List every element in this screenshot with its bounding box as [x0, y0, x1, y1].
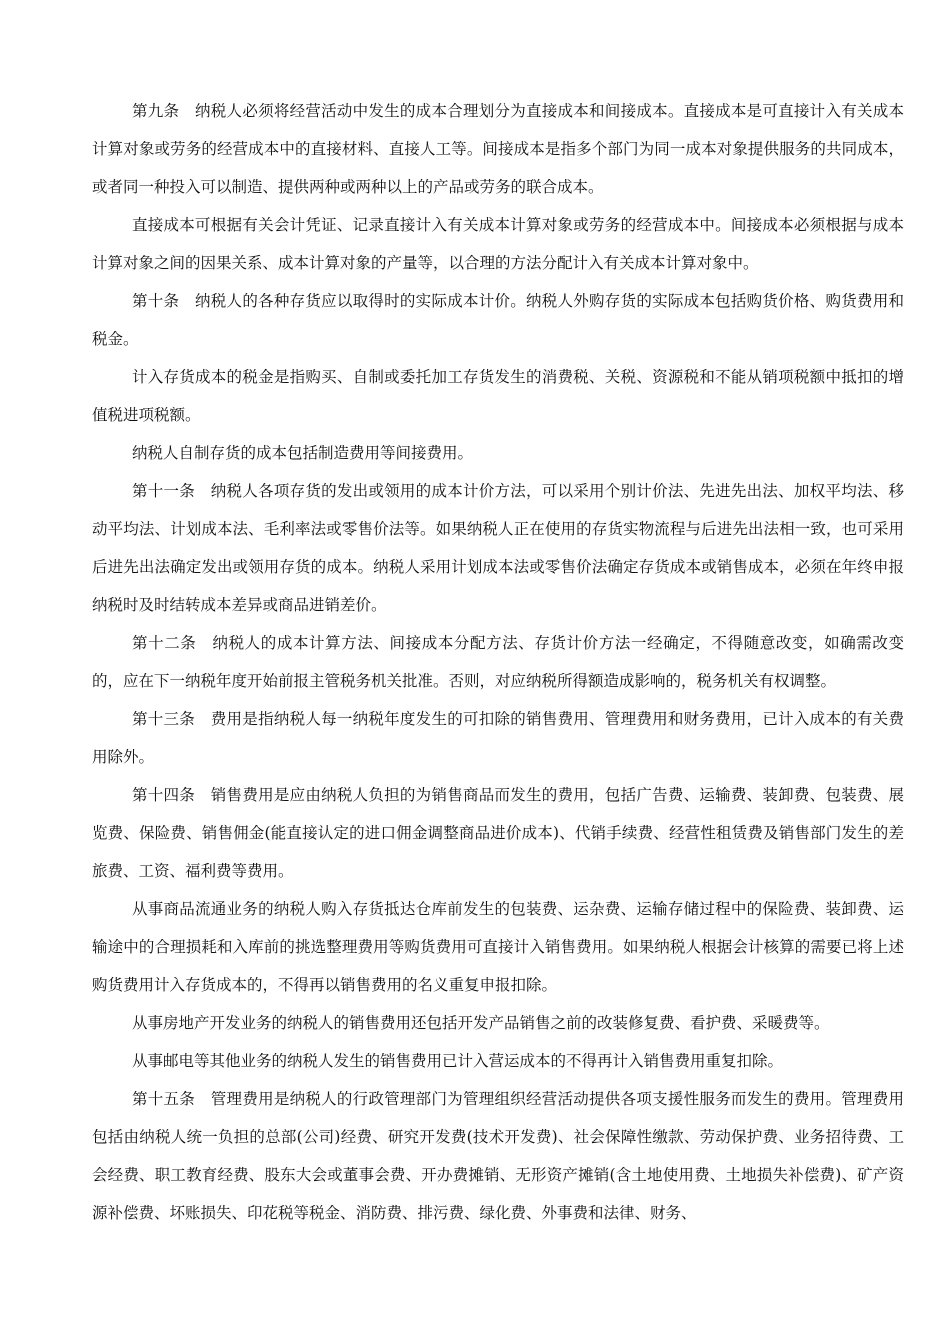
paragraph-article-11: 第十一条 纳税人各项存货的发出或领用的成本计价方法，可以采用个别计价法、先进先出法、加权平均法、移动平均法、计划成本法、毛利率法或零售价法等。如果纳税人正在使用的存货实物流程与后进先出法相一致，也可采用后进先出法确定发出或领用存货的成本。纳税人采用计划成本法或零售价法确定存货成本或销售成本，必须在年终申报纳税时及时结转成本差异或商品进销差价。 [92, 482, 904, 614]
document-page [92, 92, 904, 1232]
paragraph-article-9: 第九条 纳税人必须将经营活动中发生的成本合理划分为直接成本和间接成本。直接成本是可直接计入有关成本计算对象或劳务的经营成本中的直接材料、直接人工等。间接成本是指多个部门为同一成本对象提供服务的共同成本，或者同一种投入可以制造、提供两种或两种以上的产品或劳务的联合成本。 [92, 102, 904, 196]
paragraph-article-12: 第十二条 纳税人的成本计算方法、间接成本分配方法、存货计价方法一经确定，不得随意改变，如确需改变的，应在下一纳税年度开始前报主管税务机关批准。否则，对应纳税所得额造成影响的，税务机关有权调整。 [92, 634, 904, 690]
paragraph-commodity-circulation: 从事商品流通业务的纳税人购入存货抵达仓库前发生的包装费、运杂费、运输存储过程中的保险费、装卸费、运输途中的合理损耗和入库前的挑选整理费用等购货费用可直接计入销售费用。如果纳税人根据会计核算的需要已将上述购货费用计入存货成本的，不得再以销售费用的名义重复申报扣除。 [92, 900, 904, 994]
paragraph-article-13: 第十三条 费用是指纳税人每一纳税年度发生的可扣除的销售费用、管理费用和财务费用，已计入成本的有关费用除外。 [92, 710, 904, 766]
paragraph-article-10: 第十条 纳税人的各种存货应以取得时的实际成本计价。纳税人外购存货的实际成本包括购货价格、购货费用和税金。 [92, 292, 904, 348]
paragraph-real-estate: 从事房地产开发业务的纳税人的销售费用还包括开发产品销售之前的改装修复费、看护费、采暖费等。 [132, 1014, 830, 1032]
paragraph-post-telecom: 从事邮电等其他业务的纳税人发生的销售费用已计入营运成本的不得再计入销售费用重复扣除。 [132, 1052, 784, 1070]
paragraph-self-made-inventory: 纳税人自制存货的成本包括制造费用等间接费用。 [132, 444, 474, 462]
paragraph-direct-cost: 直接成本可根据有关会计凭证、记录直接计入有关成本计算对象或劳务的经营成本中。间接成本必须根据与成本计算对象之间的因果关系、成本计算对象的产量等，以合理的方法分配计入有关成本计算对象中。 [92, 216, 904, 272]
paragraph-inventory-tax: 计入存货成本的税金是指购买、自制或委托加工存货发生的消费税、关税、资源税和不能从销项税额中抵扣的增值税进项税额。 [92, 368, 904, 424]
paragraph-article-15: 第十五条 管理费用是纳税人的行政管理部门为管理组织经营活动提供各项支援性服务而发生的费用。管理费用包括由纳税人统一负担的总部(公司)经费、研究开发费(技术开发费)、社会保障性缴款、劳动保护费、业务招待费、工会经费、职工教育经费、股东大会或董事会费、开办费摊销、无形资产摊销(含土地使用费、土地损失补偿费)、矿产资源补偿费、坏账损失、印花税等税金、消防费、排污费、绿化费、外事费和法律、财务、 [92, 1090, 904, 1222]
paragraph-article-14: 第十四条 销售费用是应由纳税人负担的为销售商品而发生的费用，包括广告费、运输费、装卸费、包装费、展览费、保险费、销售佣金(能直接认定的进口佣金调整商品进价成本)、代销手续费、经营性租赁费及销售部门发生的差旅费、工资、福利费等费用。 [92, 786, 904, 880]
